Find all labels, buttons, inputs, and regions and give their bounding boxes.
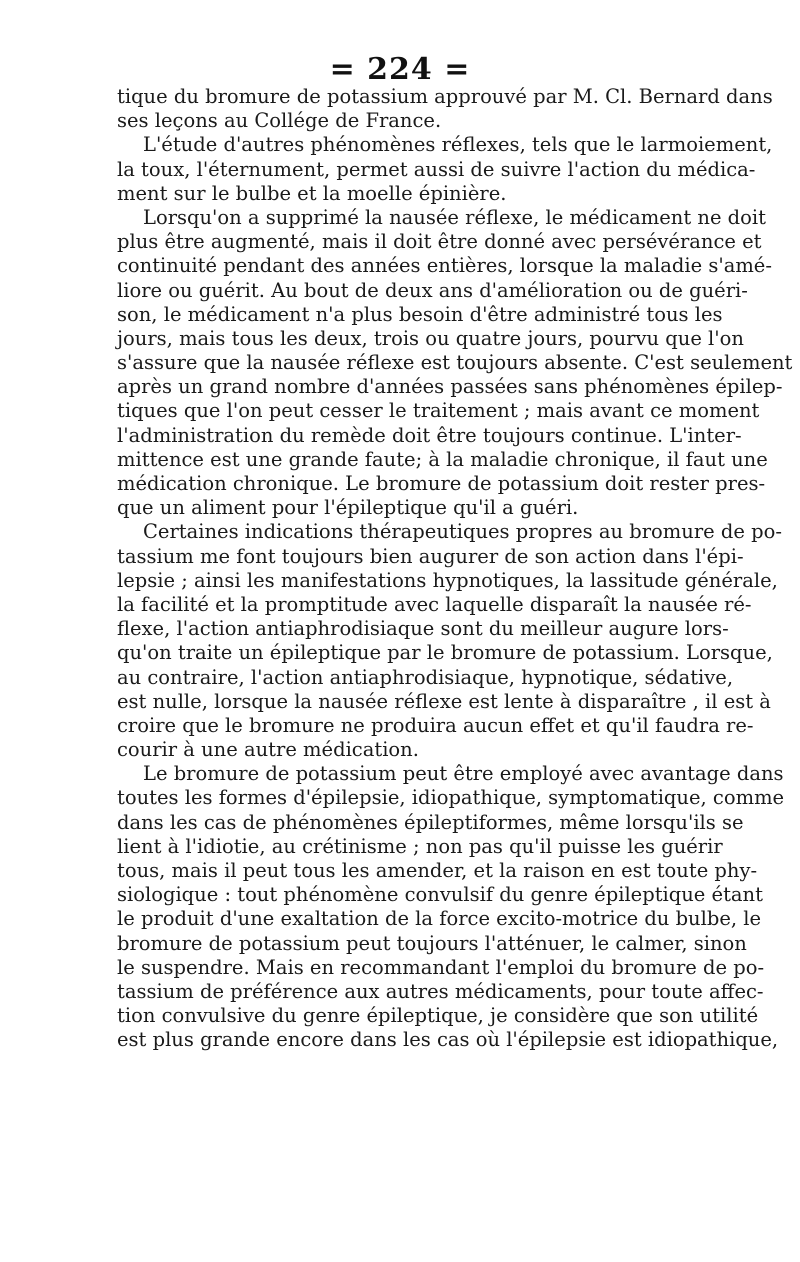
body-text bbox=[117, 85, 793, 1053]
text-line: Lorsqu'on a supprimé la nausée réflexe, le médicament ne doit bbox=[143, 205, 766, 229]
text-line: lepsie ; ainsi les manifestations hypnotiques, la lassitude générale, bbox=[117, 568, 778, 592]
text-line: courir à une autre médication. bbox=[117, 738, 419, 762]
text-line: l'administration du remède doit être toujours continue. L'inter- bbox=[117, 423, 742, 447]
text-line: Certaines indications thérapeutiques propres au bromure de po- bbox=[143, 520, 782, 544]
text-line: Le bromure de potassium peut être employé avec avantage dans bbox=[143, 762, 784, 786]
text-line: médication chronique. Le bromure de potassium doit rester pres- bbox=[117, 472, 766, 495]
text-line: tiques que l'on peut cesser le traitement ; mais avant ce moment bbox=[117, 399, 760, 423]
text-line: tassium de préférence aux autres médicaments, pour toute affec- bbox=[117, 979, 764, 1003]
text-line: s'assure que la nausée réflexe est toujours absente. C'est seulement bbox=[117, 351, 793, 375]
text-line: tous, mais il peut tous les amender, et la raison en est toute phy- bbox=[117, 859, 758, 882]
text-line: son, le médicament n'a plus besoin d'être administré tous les bbox=[117, 302, 723, 326]
text-line: toutes les formes d'épilepsie, idiopathique, symptomatique, comme bbox=[117, 786, 785, 810]
paragraph bbox=[117, 205, 793, 520]
text-line: dans les cas de phénomènes épileptiformes, même lorsqu'ils se bbox=[117, 810, 744, 834]
text-line: siologique : tout phénomène convulsif du genre épileptique étant bbox=[117, 883, 763, 907]
text-line: tique du bromure de potassium approuvé par M. Cl. Bernard dans bbox=[117, 85, 773, 108]
text-line: continuité pendant des années entières, lorsque la maladie s'amé- bbox=[117, 254, 772, 278]
text-line: au contraire, l'action antiaphrodisiaque, hypnotique, sédative, bbox=[117, 665, 734, 689]
page-number: = 224 = bbox=[329, 52, 471, 87]
text-line: ment sur le bulbe et la moelle épinière. bbox=[117, 181, 507, 205]
text-line: plus être augmenté, mais il doit être donné avec persévérance et bbox=[117, 230, 762, 254]
text-line: tion convulsive du genre épileptique, je considère que son utilité bbox=[117, 1004, 759, 1028]
text-line: croire que le bromure ne produira aucun effet et qu'il faudra re- bbox=[117, 713, 754, 737]
text-line: est plus grande encore dans les cas où l'épilepsie est idiopathique, bbox=[117, 1028, 779, 1052]
text-line: qu'on traite un épileptique par le bromure de potassium. Lorsque, bbox=[117, 641, 773, 665]
text-line: le produit d'une exaltation de la force excito-motrice du bulbe, le bbox=[117, 907, 762, 931]
text-line: la facilité et la promptitude avec laquelle disparaît la nausée ré- bbox=[117, 592, 752, 616]
text-line: le suspendre. Mais en recommandant l'emploi du bromure de po- bbox=[117, 955, 765, 979]
text-line: bromure de potassium peut toujours l'atténuer, le calmer, sinon bbox=[117, 931, 747, 955]
text-line: L'étude d'autres phénomènes réflexes, tels que le larmoiement, bbox=[143, 133, 773, 157]
paragraph bbox=[117, 133, 773, 206]
text-line: tassium me font toujours bien augurer de son action dans l'épi- bbox=[117, 544, 744, 568]
text-line: que un aliment pour l'épileptique qu'il a guéri. bbox=[117, 496, 579, 520]
text-line: jours, mais tous les deux, trois ou quatre jours, pourvu que l'on bbox=[117, 326, 744, 350]
text-line: lient à l'idiotie, au crétinisme ; non pas qu'il puisse les guérir bbox=[117, 834, 723, 858]
text-line: liore ou guérit. Au bout de deux ans d'amélioration ou de guéri- bbox=[117, 278, 748, 302]
paragraph bbox=[117, 85, 773, 133]
text-line: est nulle, lorsque la nausée réflexe est lente à disparaître , il est à bbox=[117, 689, 771, 713]
paragraph bbox=[117, 762, 785, 1052]
text-line: mittence est une grande faute; à la maladie chronique, il faut une bbox=[117, 447, 768, 471]
text-line: flexe, l'action antiaphrodisiaque sont du meilleur augure lors- bbox=[117, 617, 729, 641]
text-line: ses leçons au Collége de France. bbox=[117, 109, 442, 133]
text-line: la toux, l'éternument, permet aussi de suivre l'action du médica- bbox=[117, 157, 756, 181]
paragraph bbox=[117, 520, 782, 762]
text-line: après un grand nombre d'années passées sans phénomènes épilep- bbox=[117, 375, 783, 399]
